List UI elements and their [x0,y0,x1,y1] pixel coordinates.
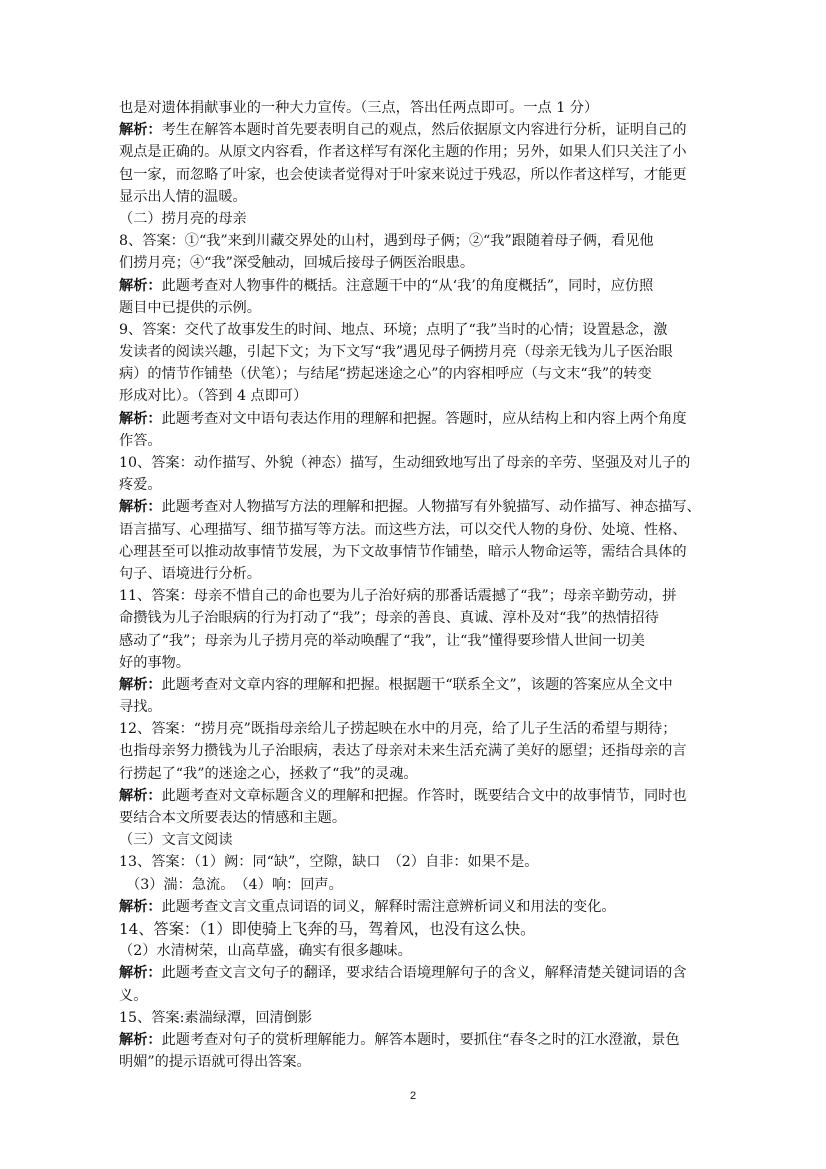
line-text: 14、答案：（1）即使骑上飞奔的马，驾着风，也没有这么快。 [119,919,536,938]
text-line [119,763,709,785]
text-line [119,696,709,718]
page-number: 2 [409,1090,417,1102]
text-line [119,607,709,629]
analysis-label: 解析： [119,1031,162,1048]
text-line [119,630,709,652]
analysis-label: 解析： [119,965,162,982]
line-text: 9、答案：交代了故事发生的时间、地点、环境；点明了“我”当时的心情；设置悬念，激 [119,321,668,338]
line-text: 心理甚至可以推动故事情节发展，为下文故事情节作铺垫，暗示人物命运等，需结合具体的 [119,543,687,560]
text-line [119,1007,709,1029]
text-line [119,874,709,896]
text-line [119,829,709,851]
line-text: （二）捞月亮的母亲 [119,210,247,227]
line-text: 13、答案：（1）阙：同“缺”，空隙，缺口 （2）自非：如果不是。 [119,854,539,871]
analysis-line [119,896,709,918]
line-text: 也是对遗体捐献事业的一种大力宣传。（三点，答出任两点即可。一点 1 分） [119,100,599,116]
analysis-label: 解析： [119,676,162,693]
line-text: 明媚”的提示语就可得出答案。 [119,1054,311,1071]
line-text: 命攒钱为儿子治眼病的行为打动了“我”；母亲的善良、真诚、淳朴及对“我”的热情招待 [119,610,659,627]
text-line [119,341,709,363]
analysis-label: 解析： [119,410,162,427]
line-text: 要结合本文所要表达的情感和主题。 [119,810,347,826]
text-line [119,807,709,829]
text-line [119,851,709,873]
text-line [119,718,709,740]
line-text: 12、答案：“捞月亮”既指母亲给儿子捞起映在水中的月亮，给了儿子生活的希望与期待； [119,721,677,738]
line-text: 发读者的阅读兴趣，引起下文；为下文写“我”遇见母子俩捞月亮（母亲无钱为儿子医治眼 [119,344,673,361]
analysis-line [119,1029,709,1051]
line-text: 病）的情节作铺垫（伏笔）；与结尾“捞起迷途之心”的内容相呼应（与文末“我”的转变 [119,366,652,383]
analysis-label: 解析： [119,277,162,294]
analysis-label: 解析： [119,499,162,516]
line-text: 此题考查对人物事件的概括。注意题干中的“从‘我’的角度概括”，同时，应仿照 [161,277,654,294]
text-line [119,585,709,607]
text-line [119,918,709,940]
text-line [119,519,709,541]
line-text: 题目中已提供的示例。 [119,299,261,316]
line-text: 11、答案：母亲不惜自己的命也要为儿子治好病的那番话震撼了“我”；母亲辛勤劳动，拼 [119,588,677,605]
line-text: 此题考查对句子的赏析理解能力。解答本题时，要抓住“春冬之时的江水澄澈，景色 [161,1031,680,1048]
analysis-line [119,785,709,807]
text-line [119,252,709,274]
line-text: 观点是正确的。从原文内容看，作者这样写有深化主题的作用；另外，如果人们只关注了小 [119,144,687,161]
line-text: （三）文言文阅读 [119,832,233,849]
text-line [119,563,709,585]
analysis-line [119,962,709,984]
text-line [119,363,709,385]
line-text: 义。 [119,987,148,1004]
text-line [119,97,709,119]
line-text: 此题考查文言文重点词语的词义，解释时需注意辨析词义和用法的变化。 [161,898,616,915]
line-text: 疼爱。 [119,477,162,494]
line-text: 10、答案：动作描写、外貌（神态）描写，生动细致地写出了母亲的辛劳、坚强及对儿子的 [119,455,691,471]
line-text: 此题考查对文章内容的理解和把握。根据题干“联系全文”，该题的答案应从全文中 [161,676,673,693]
analysis-label: 解析： [119,122,162,139]
line-text: 此题考查文言文句子的翻译，要求结合语境理解句子的含义，解释清楚关键词语的含 [161,965,687,982]
line-text: （2）水清树荣，山高草盛，确实有很多趣味。 [119,943,412,960]
text-line [119,740,709,762]
text-line [119,940,709,962]
line-text: 包一家，而忽略了叶家，也会使读者觉得对于叶家来说过于残忍，所以作者这样写，才能更 [119,166,687,183]
text-line [119,652,709,674]
line-text: 此题考查对人物描写方法的理解和把握。人物描写有外貌描写、动作描写、神态描写、 [161,499,701,516]
text-line [119,141,709,163]
line-text: 行捞起了“我”的迷途之心，拯救了“我”的灵魂。 [119,765,418,782]
line-text: 此题考查对文章标题含义的理解和把握。作答时，既要结合文中的故事情节，同时也 [161,787,687,804]
text-line [119,186,709,208]
analysis-label: 解析： [119,787,162,804]
line-text: 15、答案:素湍绿潭，回清倒影 [119,1009,313,1026]
analysis-label: 解析： [119,898,162,915]
text-line [119,297,709,319]
text-line [119,319,709,341]
line-text: 显示出人情的温暖。 [119,188,247,205]
line-text: 好的事物。 [119,654,190,671]
document-body [119,97,709,1073]
line-text: 也指母亲努力攒钱为儿子治眼病，表达了母亲对未来生活充满了美好的愿望；还指母亲的言 [119,743,687,760]
text-line [119,208,709,230]
text-line [119,385,709,407]
line-text: 句子、语境进行分析。 [119,565,261,582]
line-text: 作答。 [119,432,162,449]
line-text: 语言描写、心理描写、细节描写等方法。而这些方法，可以交代人物的身份、处境、性格、 [119,521,687,538]
analysis-line [119,119,709,141]
text-line [119,541,709,563]
analysis-line [119,275,709,297]
line-text: 形成对比）。（答到 4 点即可） [119,388,308,405]
line-text: 们捞月亮；④“我”深受触动，回城后接母子俩医治眼患。 [119,255,475,272]
text-line [119,474,709,496]
line-text: （3）湍：急流。 （4）响：回声。 [119,876,343,893]
line-text: 考生在解答本题时首先要表明自己的观点，然后依据原文内容进行分析，证明自己的 [161,122,687,139]
line-text: 8、答案：①“我”来到川藏交界处的山村，遇到母子俩；②“我”跟随着母子俩，看见他 [119,233,654,250]
text-line [119,164,709,186]
analysis-line [119,408,709,430]
analysis-line [119,496,709,518]
text-line [119,230,709,252]
text-line [119,1051,709,1073]
line-text: 寻找。 [119,699,162,716]
line-text: 此题考查对文中语句表达作用的理解和把握。答题时，应从结构上和内容上两个角度 [161,410,687,427]
text-line [119,430,709,452]
analysis-line [119,674,709,696]
text-line [119,985,709,1007]
text-line [119,452,709,474]
line-text: 感动了“我”；母亲为儿子捞月亮的举动唤醒了“我”，让“我”懂得要珍惜人世间一切美 [119,632,645,649]
